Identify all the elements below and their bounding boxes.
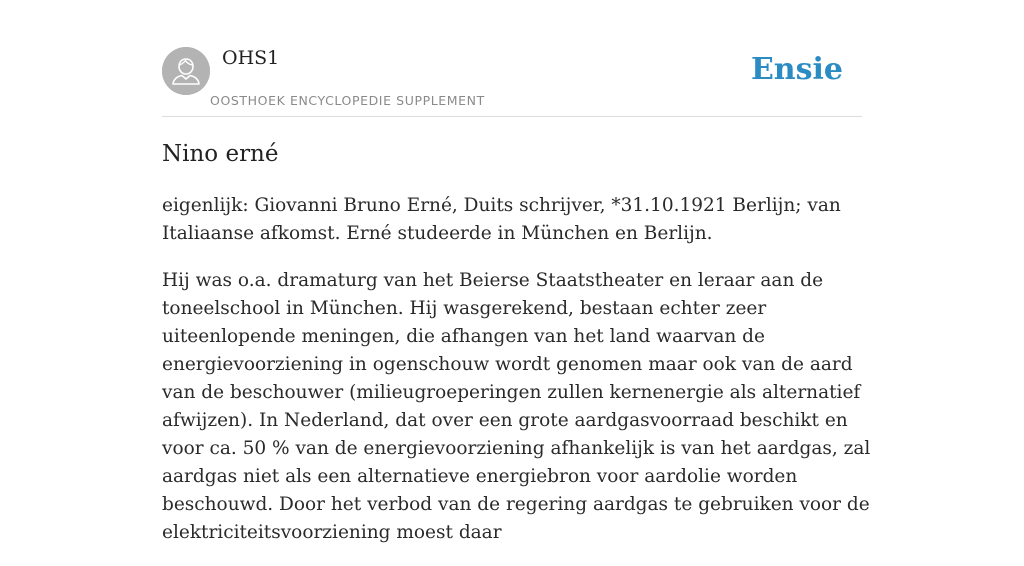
username[interactable]: OHS1 — [222, 47, 280, 69]
user-icon — [162, 47, 210, 95]
article-paragraph: eigenlijk: Giovanni Bruno Erné, Duits schrijver, *31.10.1921 Berlijn; van Italiaanse afkomst. Erné studeerde in München en Berlijn. — [162, 195, 841, 244]
source-label[interactable]: OOSTHOEK ENCYCLOPEDIE SUPPLEMENT — [210, 93, 485, 108]
brand-logo[interactable]: Ensie — [750, 52, 843, 87]
article-header — [162, 0, 862, 117]
article-page — [162, 0, 871, 543]
article-body — [162, 192, 872, 566]
article-title: Nino erné — [162, 141, 279, 167]
article-paragraph: Hij was o.a. dramaturg van het Beierse Staatstheater en leraar aan de toneelschool in München. Hij wasgerekend, bestaan echter zeer uiteenlopende meningen, die afhangen van het land waarvan de energievoorziening in ogenschouw wordt genomen maar ook van de aard van de beschouwer (milieugroeperingen zullen kernenergie als alternatief afwijzen). In Nederland, dat over een grote aardgasvoorraad beschikt en voor ca. 50 % van de energievoorziening afhankelijk is van het aardgas, zal aardgas niet als een alternatieve energiebron voor aardolie worden beschouwd. Door het verbod van de regering aardgas te gebruiken voor de elektriciteitsvoorziening moest daar — [162, 270, 871, 543]
avatar[interactable] — [162, 47, 210, 95]
